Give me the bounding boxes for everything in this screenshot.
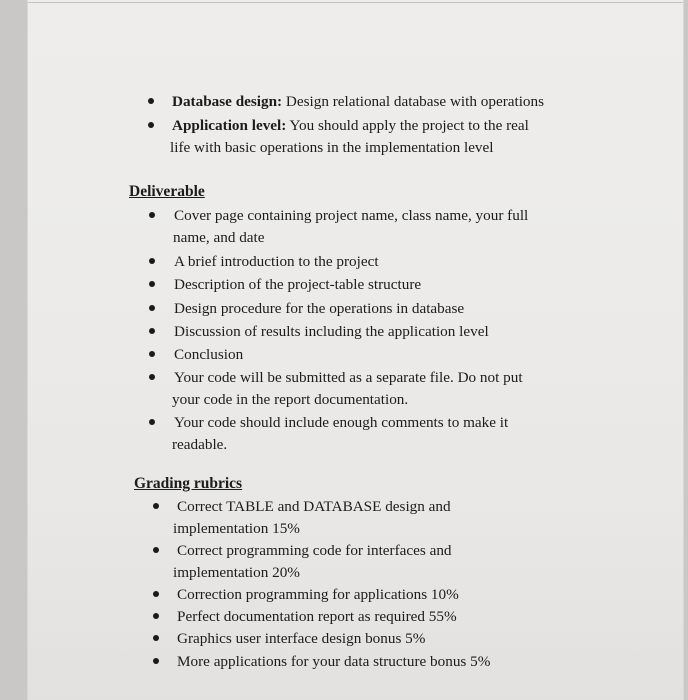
deliverable-item-text: Your code will be submitted as a separate file. Do not put [174, 369, 523, 386]
bullet-icon [153, 635, 159, 641]
intro-item-text: Design relational database with operations [282, 93, 545, 110]
deliverable-item-text: Design procedure for the operations in database [174, 300, 465, 317]
page-top-edge [28, 2, 683, 3]
deliverable-item-text-continued: your code in the report documentation. [172, 391, 409, 408]
intro-item-label: Application level: [172, 117, 287, 134]
bullet-icon [149, 328, 155, 334]
bullet-icon [149, 419, 155, 425]
bullet-icon [153, 591, 159, 597]
deliverable-item-text: Cover page containing project name, class name, your full [174, 207, 529, 224]
grading-rubrics-heading: Grading rubrics [134, 475, 243, 492]
grading-item-text: Correct programming code for interfaces and [177, 542, 452, 559]
intro-item-label: Database design: [172, 93, 283, 110]
grading-item-text-continued: implementation 15% [173, 520, 300, 537]
grading-item-text-continued: implementation 20% [173, 564, 300, 581]
bullet-icon [149, 258, 155, 264]
bullet-icon [149, 305, 155, 311]
deliverable-item-text-continued: name, and date [173, 229, 265, 246]
deliverable-item-text: Discussion of results including the application level [174, 323, 489, 340]
bullet-icon [153, 503, 159, 509]
deliverable-item-text: Conclusion [174, 346, 244, 363]
intro-item-text-continued: life with basic operations in the implementation level [170, 139, 494, 156]
bullet-icon [153, 613, 159, 619]
bullet-icon [148, 122, 154, 128]
grading-item-text: More applications for your data structure bonus 5% [177, 653, 491, 670]
intro-item-text: You should apply the project to the real [286, 117, 529, 134]
deliverable-item-text: Description of the project-table structure [174, 276, 422, 293]
grading-item-text: Graphics user interface design bonus 5% [177, 630, 426, 647]
deliverable-heading: Deliverable [129, 183, 205, 200]
bullet-icon [149, 212, 155, 218]
bullet-icon [149, 281, 155, 287]
grading-item-text: Correct TABLE and DATABASE design and [177, 498, 451, 515]
bullet-icon [149, 374, 155, 380]
grading-item-text: Correction programming for applications 10% [177, 586, 459, 603]
grading-item-text: Perfect documentation report as required 55% [177, 608, 457, 625]
bullet-icon [149, 351, 155, 357]
bullet-icon [148, 98, 154, 104]
deliverable-item-text: Your code should include enough comments to make it [174, 414, 509, 431]
deliverable-item-text: A brief introduction to the project [174, 253, 379, 270]
bullet-icon [153, 547, 159, 553]
deliverable-item-text-continued: readable. [172, 436, 228, 453]
document-page [28, 0, 683, 700]
bullet-icon [153, 658, 159, 664]
